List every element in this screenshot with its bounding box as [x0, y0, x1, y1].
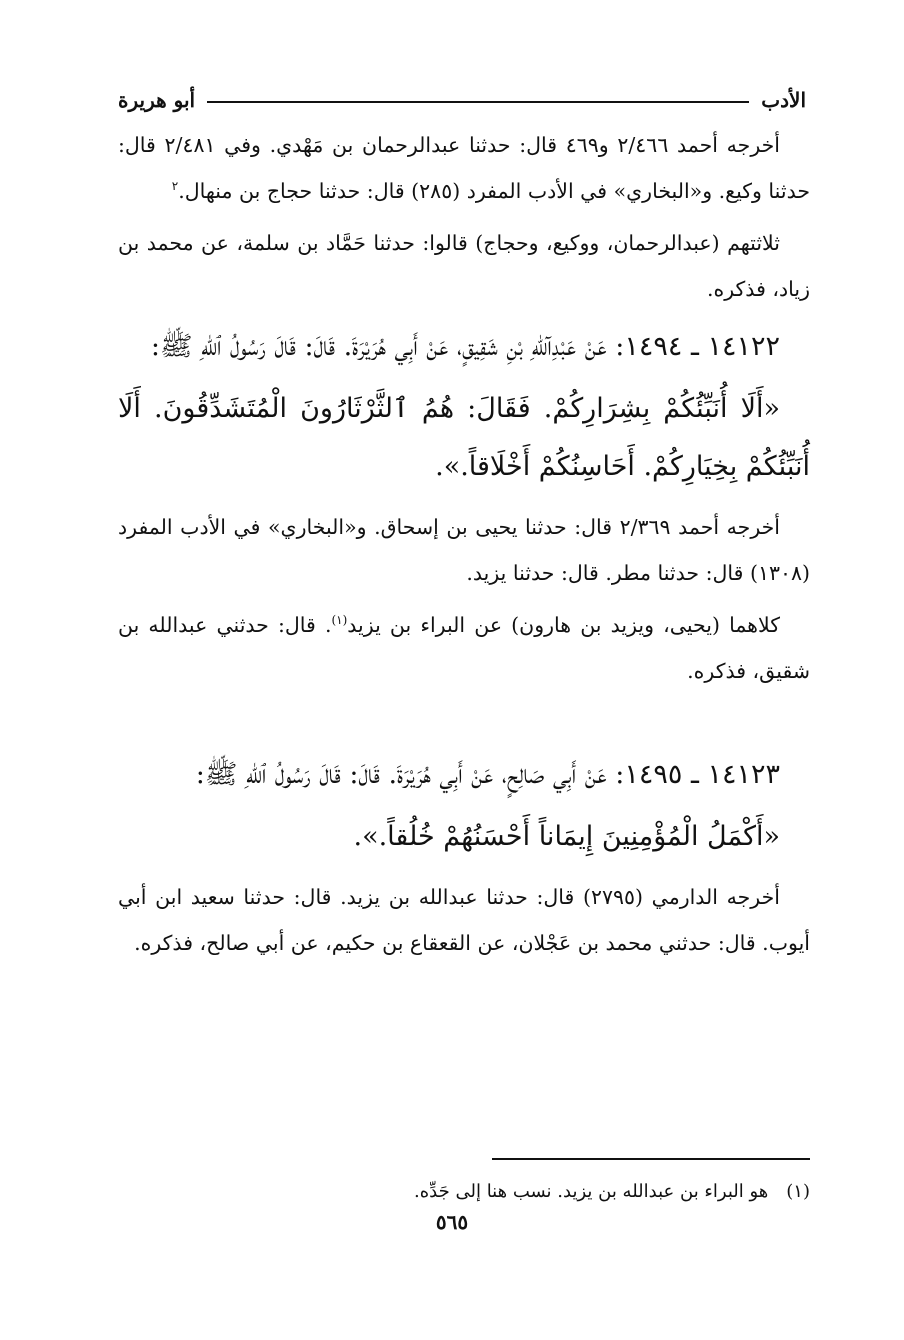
narrator-title: أبو هريرة — [118, 88, 196, 112]
takhrij-paragraph — [118, 122, 810, 214]
chain-paragraph: ثلاثتهم (عبدالرحمان، ووكيع، وحجاج) قالوا: حدثنا حَمَّاد بن سلمة، عن محمد بن زياد، فذكره. — [118, 231, 810, 301]
hadith-text: «أَكْمَلُ الْمُؤْمِنِينَ إِيمَاناً أَحْسَنُهُمْ خُلُقاً.». — [353, 821, 780, 852]
note-marker: ٢ — [171, 179, 179, 194]
paragraph-text: أخرجه أحمد ٢/٤٦٦ و٤٦٩ قال: حدثنا عبدالرحمان بن مَهْدي. وفي ٢/٤٨١ قال: حدثنا وكيع. و«البخاري» في الأدب المفرد (٢٨٥) قال: حدثنا حجاج بن منهال. — [118, 133, 810, 203]
paragraph-text: كلاهما (يحيى، ويزيد بن هارون) عن البراء بن يزيد — [347, 613, 780, 637]
hadith-heading: ١٤١٢٢ ـ ١٤٩٤: عَنْ عَبْدِآللهِ بْنِ شَقِيقٍ، عَنْ أَبِي هُرَيْرَةَ. قَالَ: قَالَ رَسُولُ ٱللهِ ﷺ: — [150, 331, 780, 362]
footnote-reference[interactable]: (١) — [331, 613, 348, 628]
takhrij-paragraph: أخرجه الدارمي (٢٧٩٥) قال: حدثنا عبدالله بن يزيد. قال: حدثنا سعيد ابن أبي أيوب. قال: حدثني محمد بن عَجْلان، عن القعقاع بن حكيم، عن أبي صالح، فذكره. — [118, 885, 810, 955]
takhrij-paragraph: أخرجه أحمد ٢/٣٦٩ قال: حدثنا يحيى بن إسحاق. و«البخاري» في الأدب المفرد (١٣٠٨) قال: حدثنا مطر. قال: حدثنا يزيد. — [118, 515, 810, 585]
hadith-text: «أَلَا أُنَبِّئُكُمْ بِشِرَارِكُمْ. فَقَالَ: هُمُ ٱلثَّرْثَارُونَ الْمُتَشَدِّقُونَ. أَلَا أُنَبِّئُكُمْ بِخِيَارِكُمْ. أَحَاسِنُكُمْ أَخْلَاقاً.». — [118, 393, 810, 482]
hadith-heading: ١٤١٢٣ ـ ١٤٩٥: عَنْ أَبِي صَالِحٍ، عَنْ أَبِي هُرَيْرَةَ. قَالَ: قَالَ رَسُولُ ٱللهِ ﷺ: — [195, 759, 780, 790]
header-rule — [207, 101, 749, 103]
running-header — [118, 78, 806, 112]
footnote — [118, 1176, 810, 1208]
page-number: ٥٦٥ — [435, 1210, 469, 1234]
page-body — [118, 122, 810, 972]
footnote-number: (١) — [786, 1181, 810, 1202]
footnote-text: هو البراء بن عبدالله بن يزيد. نسب هنا إلى جَدِّه. — [414, 1181, 769, 1202]
chapter-title: الأدب — [761, 88, 806, 112]
footnote-rule — [492, 1158, 810, 1160]
chain-paragraph — [118, 602, 810, 694]
paragraph-text: . قال: حدثني عبدالله بن شقيق، فذكره. — [118, 613, 810, 683]
